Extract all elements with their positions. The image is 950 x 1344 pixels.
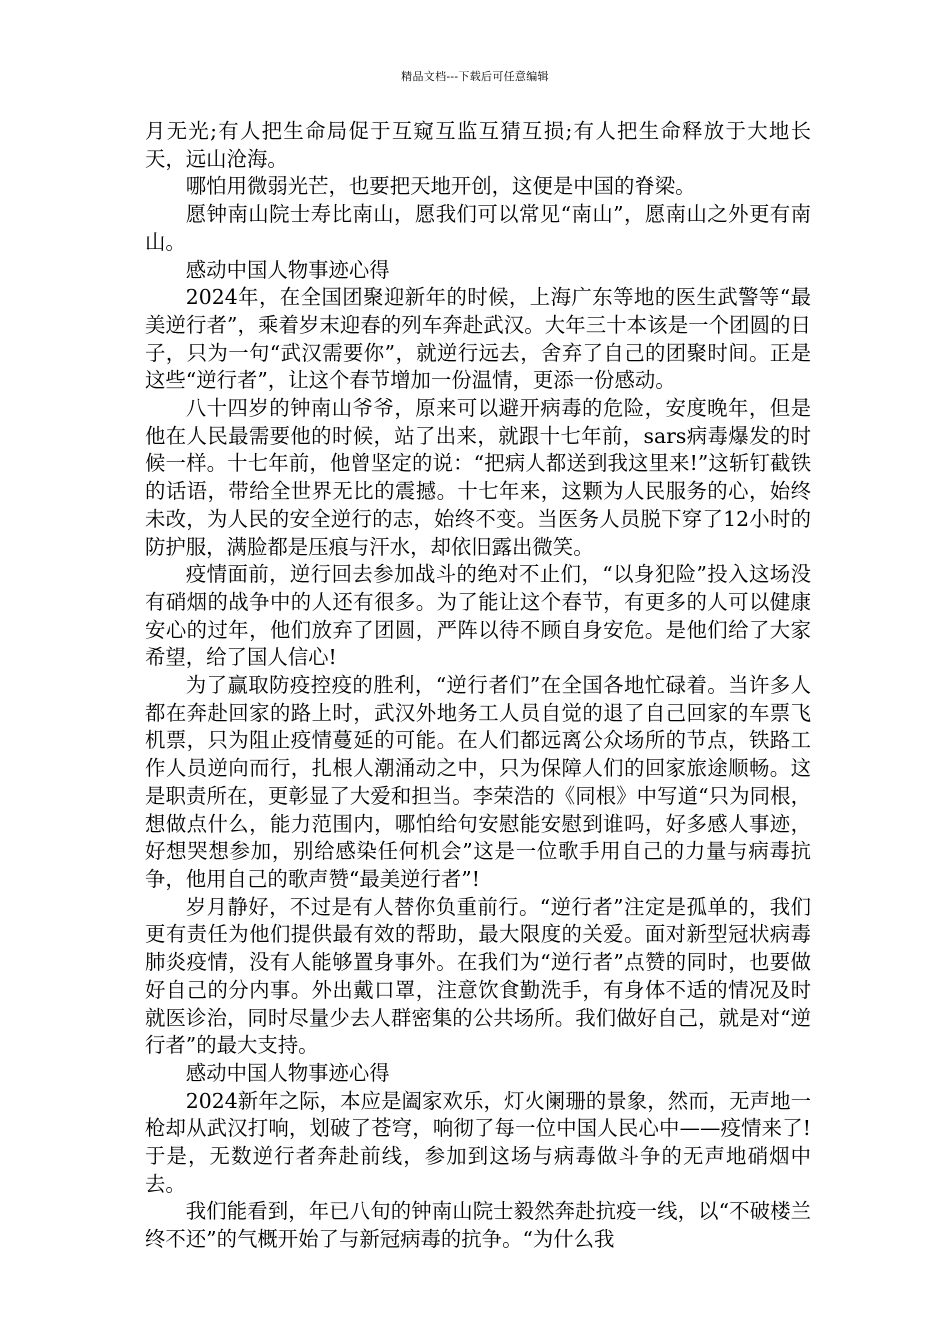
section-heading: 感动中国人物事迹心得: [185, 1060, 390, 1085]
paragraph: 为了赢取防疫控疫的胜利，“逆行者们”在全国各地忙碌着。当许多人都在奔赴回家的路上时，武汉外地务工人员自觉的退了自己回家的车票飞机票，只为阻止疫情蔓延的可能。在人们都远离公众场所的节点，铁路工作人员逆向而行，扎根人潮涌动之中，只为保障人们的回家旅途顺畅。这是职责所在，更彰显了大爱和担当。李荣浩的《同根》中写道“只为同根，想做点什么，能力范围内，哪怕给句安慰能安慰到谁吗，好多感人事迹，好想哭想参加，别给感染任何机会”这是一位歌手用自己的力量与病毒抗争，他用自己的歌声赞“最美逆行者”!: [145, 673, 811, 891]
paragraph: 疫情面前，逆行回去参加战斗的绝对不止们，“以身犯险”投入这场没有硝烟的战争中的人还有很多。为了能让这个春节，有更多的人可以健康安心的过年，他们放弃了团圆，严阵以待不顾自身安危。是他们给了大家希望，给了国人信心!: [145, 562, 811, 670]
document-body: [145, 118, 811, 1254]
paragraph: 2024新年之际，本应是阖家欢乐，灯火阑珊的景象，然而，无声地一枪却从武汉打响，划破了苍穹，响彻了每一位中国人民心中——疫情来了!于是，无数逆行者奔赴前线，参加到这场与病毒做斗争的无声地硝烟中去。: [145, 1088, 811, 1196]
paragraph: 月无光;有人把生命局促于互窥互监互猜互损;有人把生命释放于大地长天，远山沧海。: [145, 119, 811, 171]
section-heading: 感动中国人物事迹心得: [185, 257, 390, 282]
paragraph: 我们能看到，年已八旬的钟南山院士毅然奔赴抗疫一线，以“不破楼兰终不还”的气概开始了与新冠病毒的抗争。“为什么我: [145, 1199, 811, 1252]
paragraph: 八十四岁的钟南山爷爷，原来可以避开病毒的危险，安度晚年，但是他在人民最需要他的时候，站了出来，就跟十七年前，sars病毒爆发的时候一样。十七年前，他曾坚定的说：“把病人都送到我这里来!”这斩钉截铁的话语，带给全世界无比的震撼。十七年来，这颗为人民服务的心，始终未改，为人民的安全逆行的志，始终不变。当医务人员脱下穿了12小时的防护服，满脸都是压痕与汗水，却依旧露出微笑。: [145, 396, 811, 559]
paragraph: 岁月静好，不过是有人替你负重前行。“逆行者”注定是孤单的，我们更有责任为他们提供最有效的帮助，最大限度的关爱。面对新型冠状病毒肺炎疫情，没有人能够置身事外。在我们为“逆行者”点赞的同时，也要做好自己的分内事。外出戴口罩，注意饮食勤洗手，有身体不适的情况及时就医诊治，同时尽量少去人群密集的公共场所。我们做好自己，就是对“逆行者”的最大支持。: [145, 894, 811, 1058]
paragraph: 愿钟南山院士寿比南山，愿我们可以常见“南山”，愿南山之外更有南山。: [145, 202, 811, 254]
paragraph: 2024年，在全国团聚迎新年的时候，上海广东等地的医生武警等“最美逆行者”，乘着岁末迎春的列车奔赴武汉。大年三十本该是一个团圆的日子，只为一句“武汉需要你”，就逆行远去，舍弃了自己的团聚时间。正是这些“逆行者”，让这个春节增加一份温情，更添一份感动。: [145, 285, 811, 393]
page-header: 精品文档---下载后可任意编辑: [401, 70, 549, 83]
paragraph: 哪怕用微弱光芒，也要把天地开创，这便是中国的脊梁。: [185, 174, 696, 199]
